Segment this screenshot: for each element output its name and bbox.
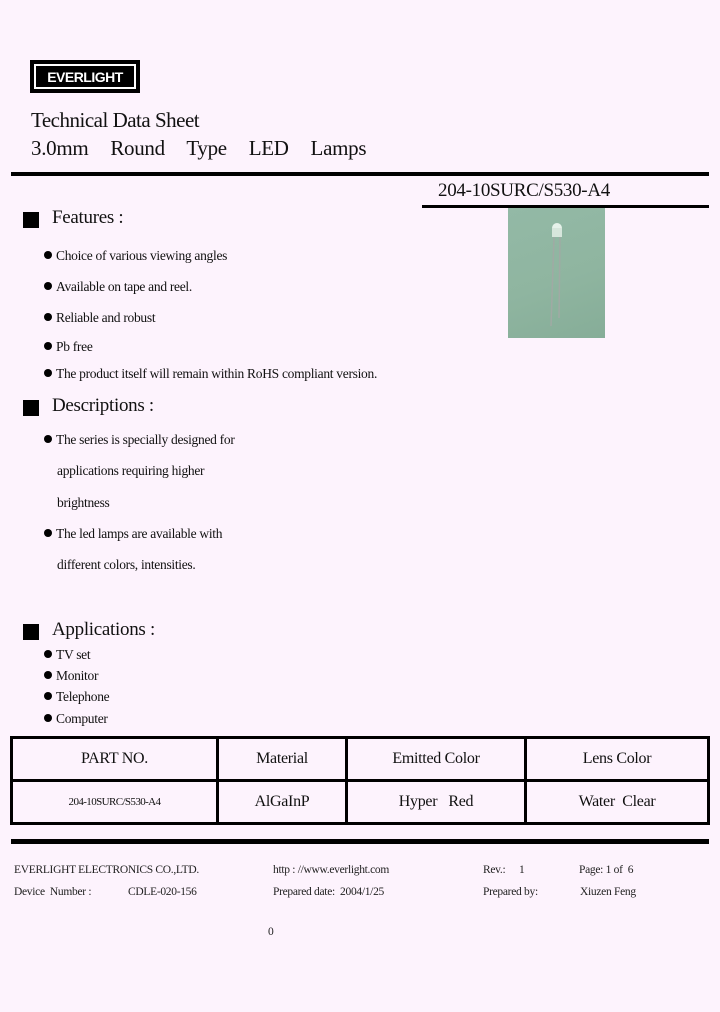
applications-square-icon [23, 624, 39, 640]
bullet-icon [44, 529, 52, 537]
led-lamp-icon [508, 208, 605, 338]
bullet-icon [44, 251, 52, 259]
page-index: 0 [268, 926, 274, 938]
description-line: brightness [57, 495, 110, 510]
website-link[interactable]: http : //www.everlight.com [273, 864, 390, 876]
column-header-emitted-color: Emitted Color [347, 738, 526, 781]
bullet-icon [44, 671, 52, 679]
prepared-by-label: Prepared by: [483, 886, 538, 898]
description-item: The series is specially designed for [44, 432, 235, 448]
prepared-date: Prepared date: 2004/1/25 [273, 886, 384, 898]
applications-heading: Applications : [52, 619, 155, 640]
led-lamp-photo [508, 208, 605, 338]
table-header-row [12, 738, 709, 781]
page-indicator: Page: 1 of 6 [579, 864, 634, 876]
application-item: Telephone [44, 689, 109, 705]
cell-emitted-color: Hyper Red [347, 781, 526, 824]
header-divider [11, 172, 709, 176]
description-line: different colors, intensities. [57, 557, 196, 572]
feature-item: Choice of various viewing angles [44, 248, 227, 264]
descriptions-heading: Descriptions : [52, 395, 154, 416]
description-item: The led lamps are available with [44, 526, 222, 542]
document-title: Technical Data Sheet [31, 108, 200, 132]
company-name: EVERLIGHT ELECTRONICS CO.,LTD. [14, 864, 199, 876]
logo-text: EVERLIGHT [34, 64, 136, 89]
everlight-logo [30, 60, 140, 93]
feature-item: Available on tape and reel. [44, 279, 192, 295]
column-header-material: Material [218, 738, 347, 781]
feature-item: The product itself will remain within RoHS compliant version. [44, 366, 377, 382]
application-item: TV set [44, 647, 90, 663]
cell-part-no: 204-10SURC/S530-A4 [12, 781, 218, 824]
feature-item: Pb free [44, 339, 93, 355]
bullet-icon [44, 369, 52, 377]
features-heading: Features : [52, 207, 124, 228]
bullet-icon [44, 714, 52, 722]
bullet-icon [44, 282, 52, 290]
document-subtitle: 3.0mm Round Type LED Lamps [31, 136, 367, 160]
revision-label: Rev.: [483, 864, 506, 876]
footer-divider [11, 839, 709, 844]
device-number-label: Device Number : [14, 886, 92, 898]
cell-lens-color: Water Clear [526, 781, 709, 824]
bullet-icon [44, 692, 52, 700]
bullet-icon [44, 313, 52, 321]
device-number-value: CDLE-020-156 [128, 886, 197, 898]
column-header-part-no: PART NO. [12, 738, 218, 781]
column-header-lens-color: Lens Color [526, 738, 709, 781]
bullet-icon [44, 342, 52, 350]
description-line: applications requiring higher [57, 463, 205, 478]
revision-value: 1 [519, 864, 525, 876]
feature-item: Reliable and robust [44, 310, 155, 326]
part-number-heading: 204-10SURC/S530-A4 [438, 180, 610, 201]
bullet-icon [44, 435, 52, 443]
table-row [12, 781, 709, 824]
parts-table [10, 736, 710, 825]
features-square-icon [23, 212, 39, 228]
descriptions-square-icon [23, 400, 39, 416]
application-item: Computer [44, 711, 108, 727]
bullet-icon [44, 650, 52, 658]
cell-material: AlGaInP [218, 781, 347, 824]
prepared-by-value: Xiuzen Feng [580, 886, 636, 898]
application-item: Monitor [44, 668, 98, 684]
